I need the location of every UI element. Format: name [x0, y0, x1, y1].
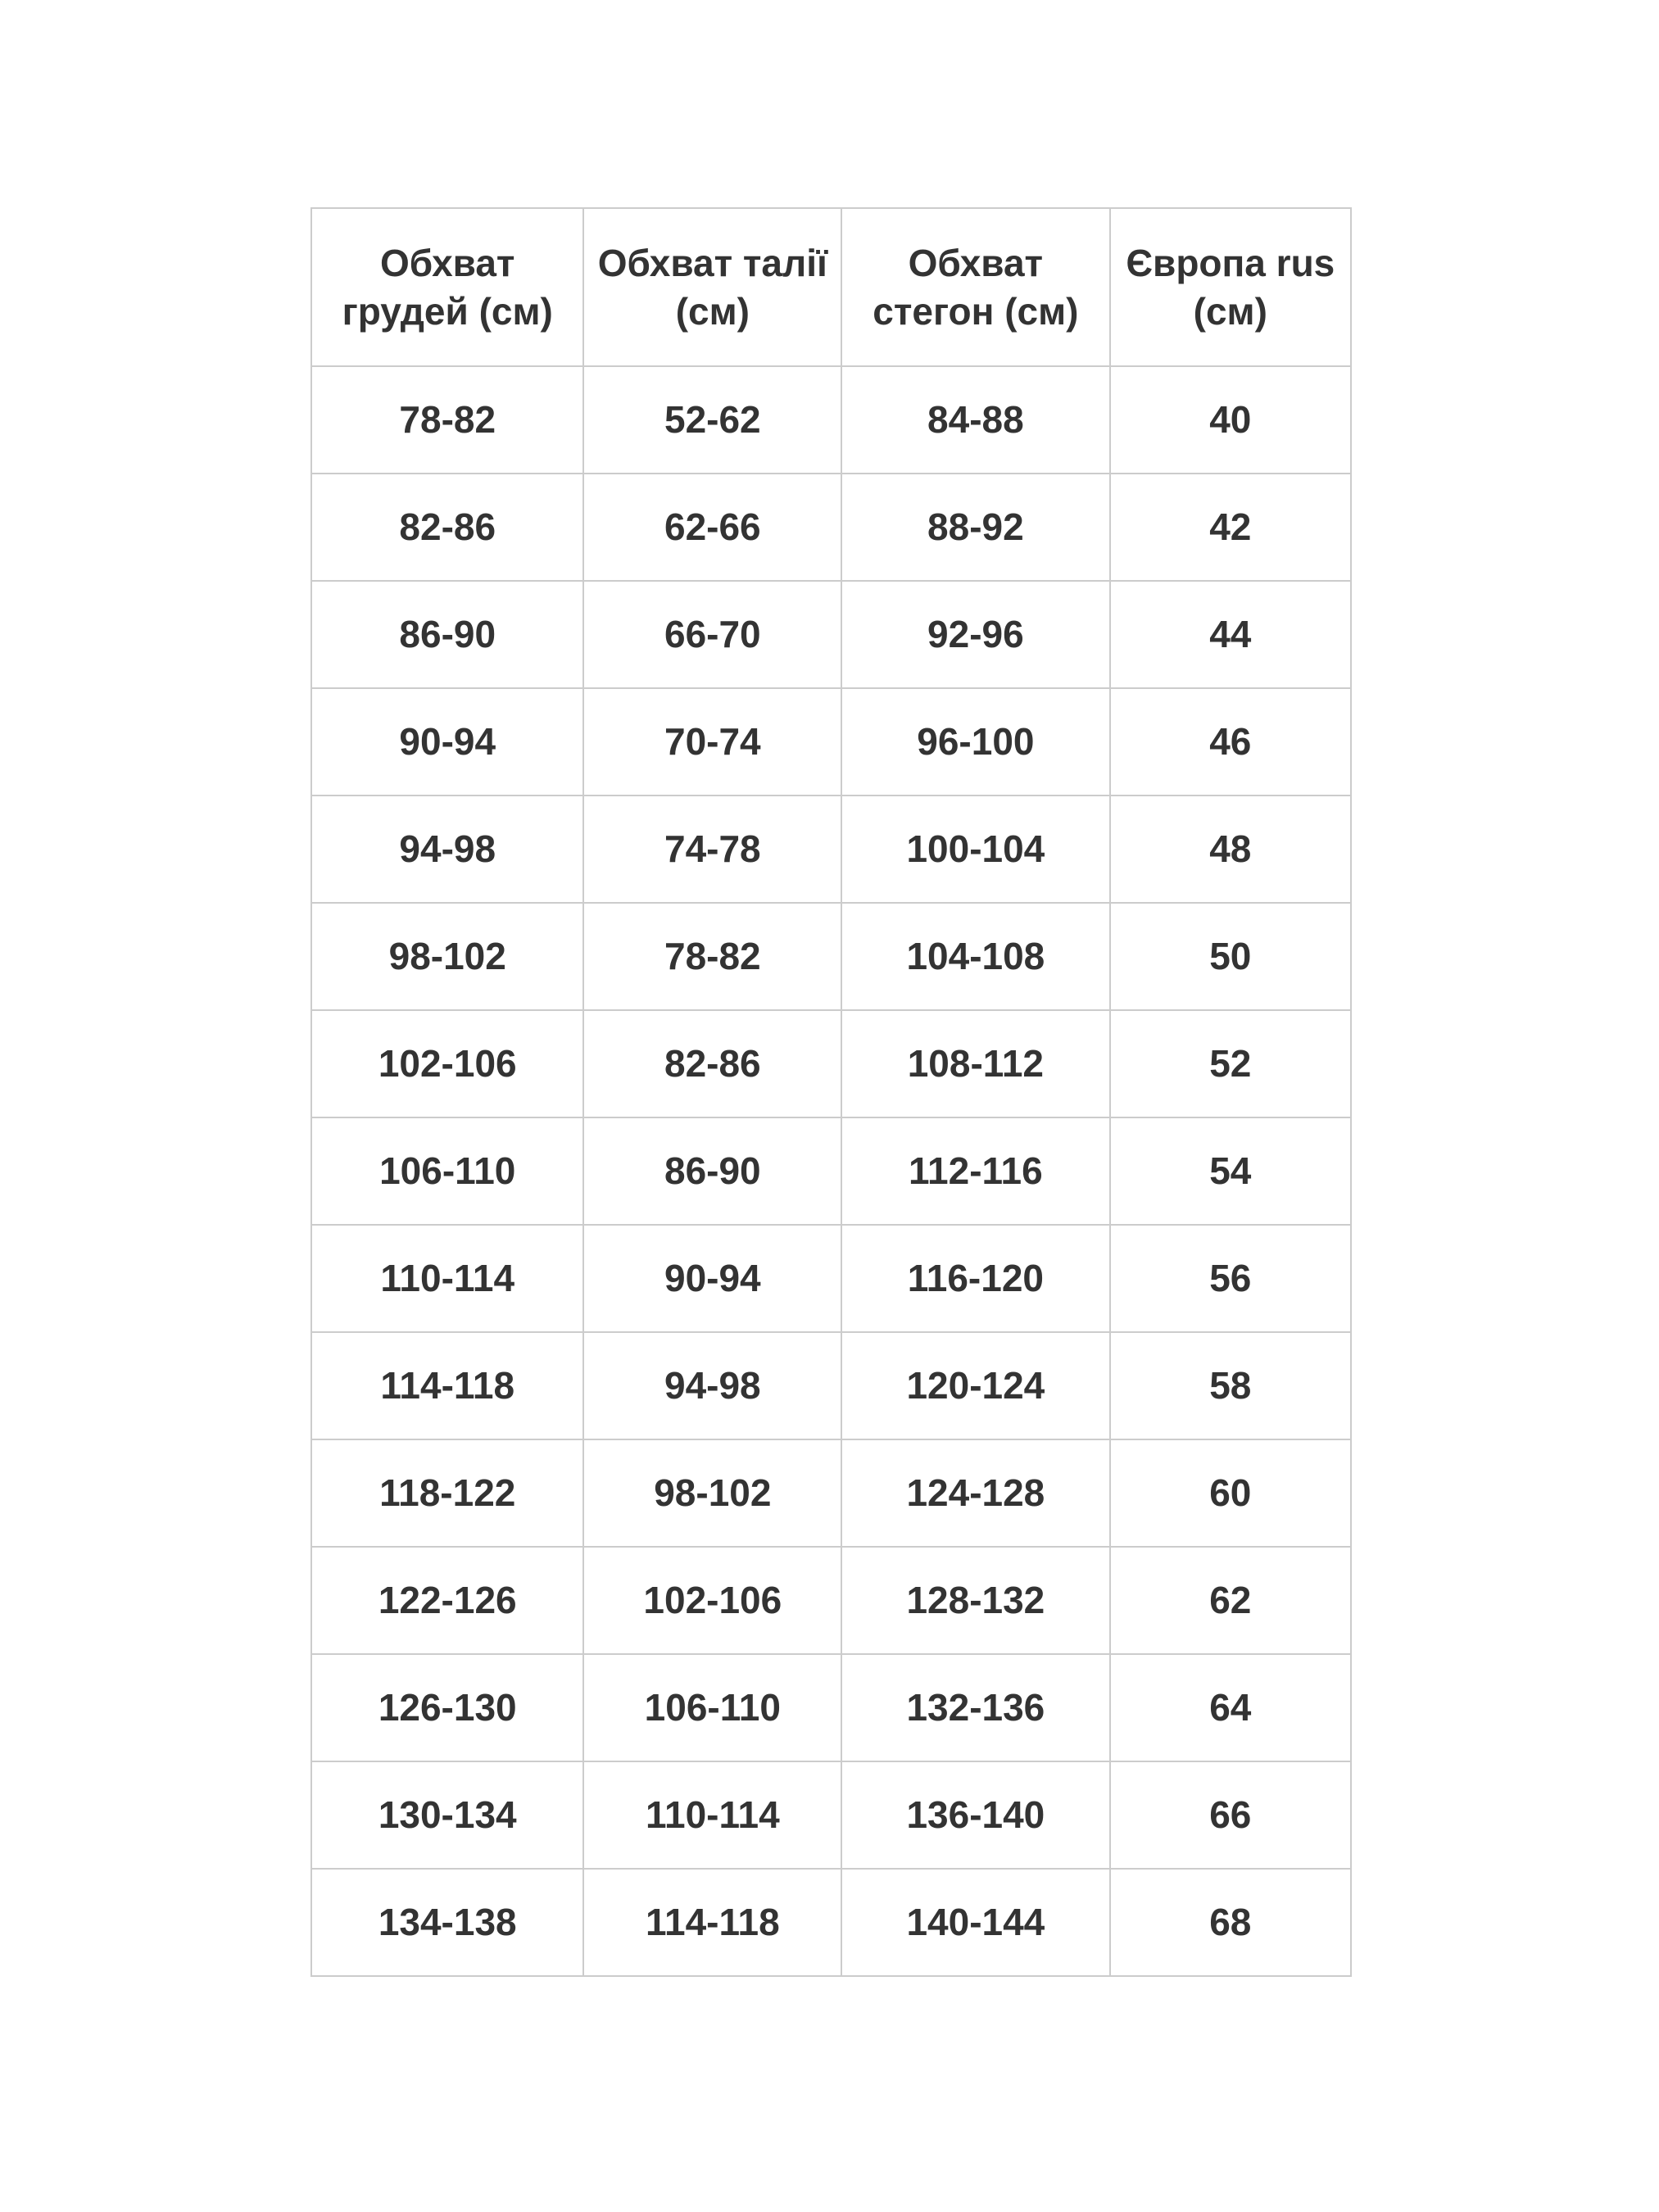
table-row — [311, 1439, 1351, 1547]
table-cell: 98-102 — [311, 903, 583, 1010]
table-cell: 102-106 — [311, 1010, 583, 1117]
table-cell: 40 — [1110, 366, 1351, 474]
table-cell: 70-74 — [583, 688, 841, 796]
table-cell: 46 — [1110, 688, 1351, 796]
table-cell: 140-144 — [841, 1869, 1109, 1976]
table-cell: 130-134 — [311, 1761, 583, 1869]
table-cell: 62-66 — [583, 474, 841, 581]
table-cell: 106-110 — [583, 1654, 841, 1761]
table-cell: 114-118 — [311, 1332, 583, 1439]
table-cell: 102-106 — [583, 1547, 841, 1654]
header-cell-1: Обхват талії (см) — [583, 208, 841, 366]
table-row — [311, 796, 1351, 903]
table-cell: 58 — [1110, 1332, 1351, 1439]
table-cell: 134-138 — [311, 1869, 583, 1976]
table-cell: 90-94 — [311, 688, 583, 796]
table-cell: 122-126 — [311, 1547, 583, 1654]
table-cell: 112-116 — [841, 1117, 1109, 1225]
table-cell: 52 — [1110, 1010, 1351, 1117]
header-cell-2: Обхват стегон (см) — [841, 208, 1109, 366]
table-cell: 94-98 — [583, 1332, 841, 1439]
table-cell: 128-132 — [841, 1547, 1109, 1654]
table-cell: 90-94 — [583, 1225, 841, 1332]
table-header — [311, 208, 1351, 366]
table-cell: 86-90 — [311, 581, 583, 688]
table-cell: 82-86 — [311, 474, 583, 581]
table-cell: 62 — [1110, 1547, 1351, 1654]
table-cell: 66-70 — [583, 581, 841, 688]
table-row — [311, 1332, 1351, 1439]
table-cell: 66 — [1110, 1761, 1351, 1869]
header-cell-3: Європа rus (см) — [1110, 208, 1351, 366]
table-cell: 84-88 — [841, 366, 1109, 474]
table-cell: 68 — [1110, 1869, 1351, 1976]
table-cell: 118-122 — [311, 1439, 583, 1547]
table-cell: 60 — [1110, 1439, 1351, 1547]
table-cell: 106-110 — [311, 1117, 583, 1225]
table-cell: 120-124 — [841, 1332, 1109, 1439]
table-cell: 88-92 — [841, 474, 1109, 581]
table-row — [311, 1547, 1351, 1654]
table-cell: 82-86 — [583, 1010, 841, 1117]
table-cell: 110-114 — [583, 1761, 841, 1869]
table-cell: 124-128 — [841, 1439, 1109, 1547]
table-cell: 54 — [1110, 1117, 1351, 1225]
header-row — [311, 208, 1351, 366]
table-cell: 78-82 — [583, 903, 841, 1010]
table-cell: 86-90 — [583, 1117, 841, 1225]
table-cell: 74-78 — [583, 796, 841, 903]
table-row — [311, 903, 1351, 1010]
table-cell: 92-96 — [841, 581, 1109, 688]
table-cell: 56 — [1110, 1225, 1351, 1332]
table-cell: 48 — [1110, 796, 1351, 903]
table-cell: 50 — [1110, 903, 1351, 1010]
table-cell: 94-98 — [311, 796, 583, 903]
table-row — [311, 1225, 1351, 1332]
table-row — [311, 688, 1351, 796]
table-body — [311, 366, 1351, 1976]
table-cell: 132-136 — [841, 1654, 1109, 1761]
table-cell: 42 — [1110, 474, 1351, 581]
table-row — [311, 1117, 1351, 1225]
header-cell-0: Обхват грудей (см) — [311, 208, 583, 366]
table-row — [311, 1761, 1351, 1869]
table-row — [311, 474, 1351, 581]
size-chart-table — [310, 207, 1352, 1977]
table-cell: 64 — [1110, 1654, 1351, 1761]
table-cell: 44 — [1110, 581, 1351, 688]
table-cell: 98-102 — [583, 1439, 841, 1547]
table-cell: 78-82 — [311, 366, 583, 474]
table-cell: 96-100 — [841, 688, 1109, 796]
table-cell: 108-112 — [841, 1010, 1109, 1117]
table-cell: 116-120 — [841, 1225, 1109, 1332]
table-cell: 110-114 — [311, 1225, 583, 1332]
table-cell: 100-104 — [841, 796, 1109, 903]
table-row — [311, 581, 1351, 688]
table-cell: 52-62 — [583, 366, 841, 474]
table-row — [311, 366, 1351, 474]
table-cell: 104-108 — [841, 903, 1109, 1010]
table-row — [311, 1869, 1351, 1976]
table-row — [311, 1654, 1351, 1761]
table-row — [311, 1010, 1351, 1117]
table-cell: 114-118 — [583, 1869, 841, 1976]
table-cell: 126-130 — [311, 1654, 583, 1761]
table-cell: 136-140 — [841, 1761, 1109, 1869]
